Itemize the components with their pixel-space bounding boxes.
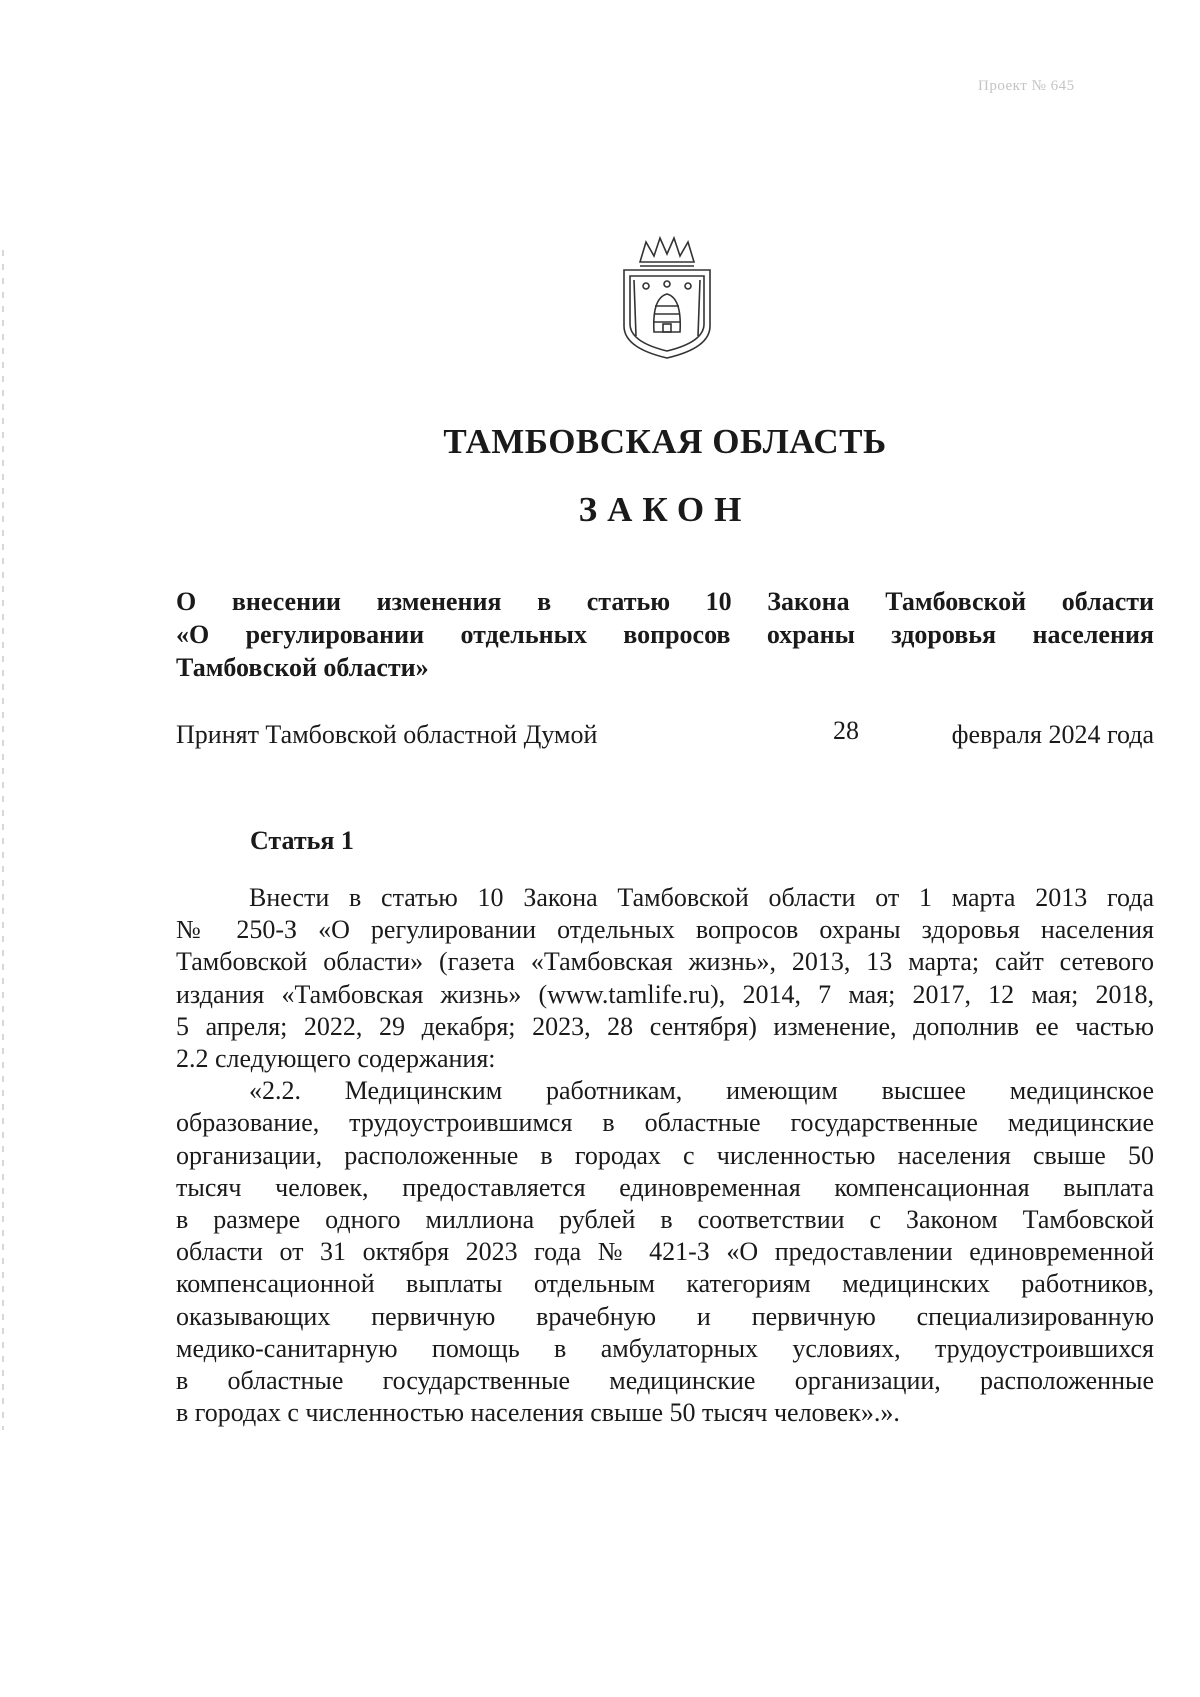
tambov-coat-of-arms-icon [618,236,716,360]
article-heading: Статья 1 [250,826,354,855]
adoption-date: февраля 2024 года [951,720,1154,749]
law-title-line: Тамбовской области» [176,653,429,682]
article-line: тысяч человек, предоставляется единовременная компенсационная выплата [176,1172,1154,1202]
draft-number-stamp: Проект № 645 [978,78,1075,94]
article-line: области от 31 октября 2023 года № 421-З «О предоставлении единовременной [176,1237,1154,1267]
adoption-day: 28 [833,716,859,745]
article-line: Тамбовской области» (газета «Тамбовская жизнь», 2013, 13 марта; сайт сетевого [176,947,1154,977]
article-line: в городах с численностью населения свыше 50 тысяч человек».». [176,1398,900,1428]
law-title-line: О внесении изменения в статью 10 Закона Тамбовской области [176,587,1154,616]
article-line: организации, расположенные в городах с численностью населения свыше 50 [176,1140,1154,1170]
adoption-line [176,718,1154,751]
article-line: № 250-З «О регулировании отдельных вопросов охраны здоровья населения [176,915,1154,945]
article-line: в размере одного миллиона рублей в соответствии с Законом Тамбовской [176,1205,1154,1235]
article-line: медико-санитарную помощь в амбулаторных условиях, трудоустроившихся [176,1333,1154,1363]
article-line: в областные государственные медицинские организации, расположенные [176,1366,1154,1396]
article-line: «2.2. Медицинским работникам, имеющим высшее медицинское [249,1076,1154,1106]
document-type-heading: ЗАКОН [578,490,752,529]
article-line: оказывающих первичную врачебную и первичную специализированную [176,1301,1154,1331]
article-line: издания «Тамбовская жизнь» (www.tamlife.ru), 2014, 7 мая; 2017, 12 мая; 2018, [176,979,1154,1009]
article-line: 5 апреля; 2022, 29 декабря; 2023, 28 сентября) изменение, дополнив ее частью [176,1011,1154,1041]
adoption-label: Принят Тамбовской областной Думой [176,720,598,749]
law-title-line: «О регулировании отдельных вопросов охраны здоровья населения [176,620,1154,649]
region-heading: ТАМБОВСКАЯ ОБЛАСТЬ [443,422,887,461]
article-line: компенсационной выплаты отдельным категориям медицинских работников, [176,1269,1154,1299]
law-title [176,585,1154,684]
article-body [176,882,1154,1429]
article-line: образование, трудоустроившимся в областные государственные медицинские [176,1108,1154,1138]
article-line: 2.2 следующего содержания: [176,1044,496,1074]
article-line: Внести в статью 10 Закона Тамбовской области от 1 марта 2013 года [249,883,1154,912]
